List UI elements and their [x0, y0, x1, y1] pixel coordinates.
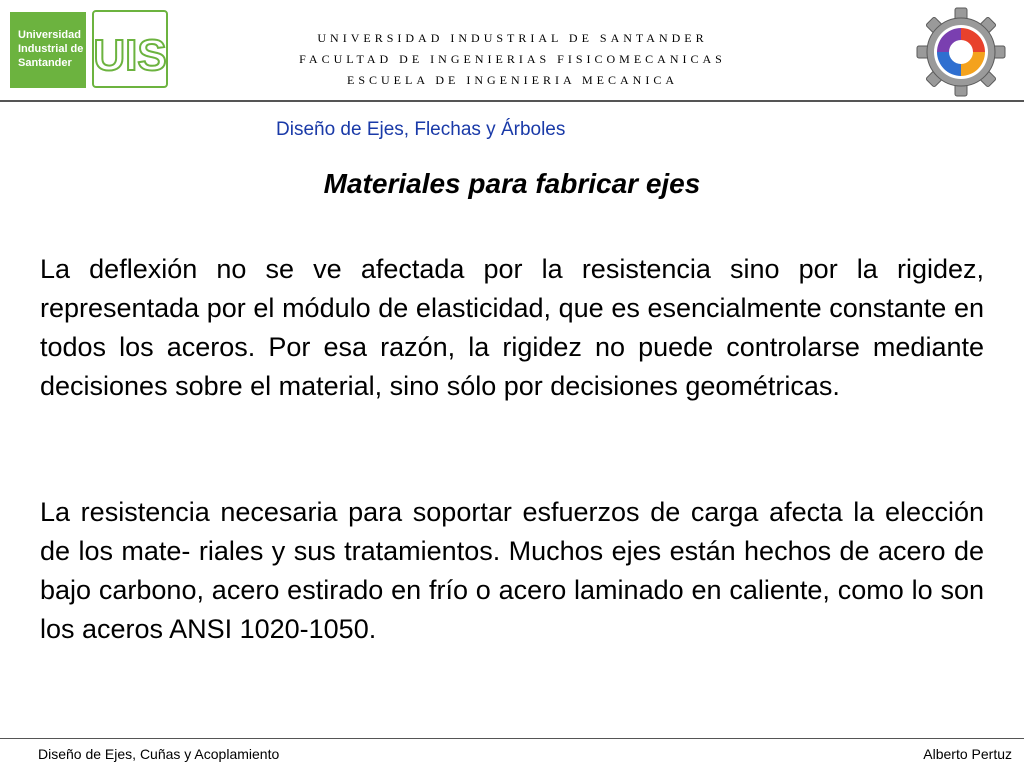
course-subject: Diseño de Ejes, Flechas y Árboles: [276, 119, 566, 140]
header-line-faculty: FACULTAD DE INGENIERIAS FISICOMECANICAS: [299, 52, 726, 66]
uis-logo-icon: [94, 12, 166, 86]
uis-logo: [92, 10, 168, 88]
header-line-school: ESCUELA DE INGENIERIA MECANICA: [347, 73, 678, 87]
header-line-university: UNIVERSIDAD INDUSTRIAL DE SANTANDER: [317, 31, 708, 45]
logo-line-3: Santander: [18, 57, 72, 69]
footer-course: Diseño de Ejes, Cuñas y Acoplamiento: [38, 746, 280, 762]
school-gear-logo: [915, 6, 1007, 98]
logo-line-2: Industrial de: [18, 43, 84, 55]
uis-logo-text: UIS: [94, 31, 166, 80]
gear-icon: [915, 6, 1007, 98]
paragraph-deflexion: La deflexión no se ve afectada por la resistencia sino por la rigidez, representada por el módulo de elasticidad, que es esencialmente constante en todos los aceros. Por esa razón, la rigidez no puede controlarse mediante decisiones sobre el material, sino sólo por decisiones geométricas.: [40, 254, 984, 401]
slide-title: Materiales para fabricar ejes: [323, 168, 701, 199]
institution-header: [200, 28, 825, 91]
footer-author: Alberto Pertuz: [923, 746, 1012, 762]
header-divider: [0, 100, 1024, 102]
paragraph-resistencia: La resistencia necesaria para soportar esfuerzos de carga afecta la elección de los mate- riales y sus tratamientos. Muchos ejes están hechos de acero de bajo carbono, acero estirado en frío o acero laminado en caliente, como lo son los aceros ANSI 1020-1050.: [40, 497, 984, 644]
university-logo: [10, 12, 86, 88]
footer-divider: [0, 738, 1024, 739]
logo-line-1: Universidad: [18, 29, 81, 41]
